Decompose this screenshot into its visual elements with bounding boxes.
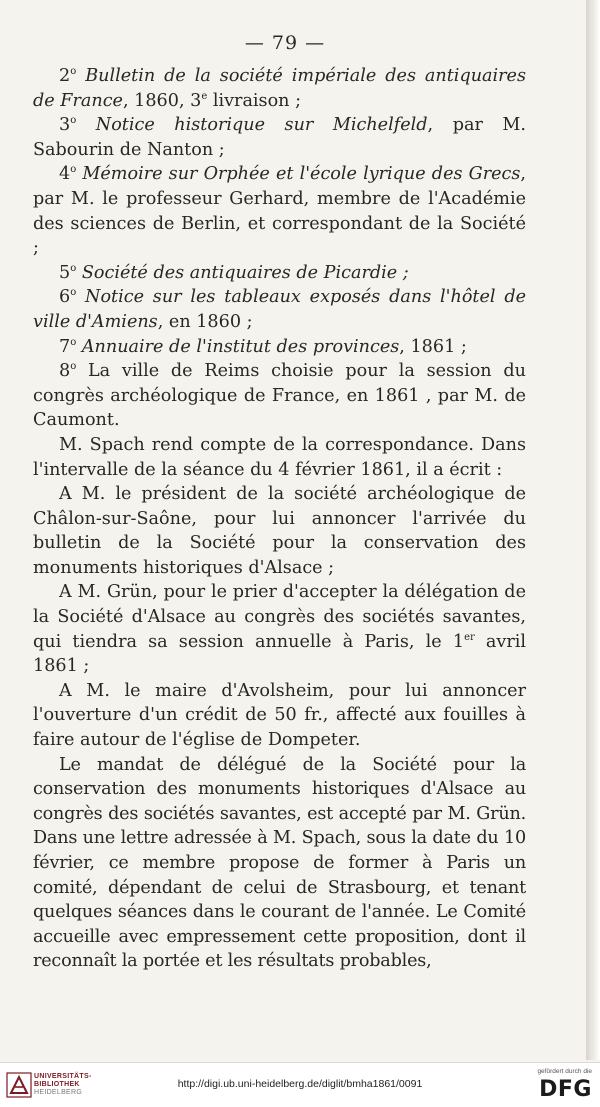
paragraph xyxy=(33,753,526,974)
text-segment: A M. le président de la société archéologique de Châlon-sur-Saône, pour lui annoncer l'arrivée du bulletin de la Société pour la conservation des monuments historiques d'Alsace ; xyxy=(33,484,526,578)
library-name-line1: UNIVERSITÄTS- xyxy=(34,1073,92,1080)
paragraph xyxy=(33,580,526,678)
text-segment: Bulletin de la société impériale des antiquaires de France xyxy=(33,66,526,111)
text-segment: , par M. le professeur Gerhard, membre de l'Académie des sciences de Berlin, et correspondant de la Société ; xyxy=(33,164,527,259)
text-segment: 7 xyxy=(59,336,71,357)
text-segment: , 1860, 3 xyxy=(122,90,202,111)
paragraph xyxy=(33,113,526,162)
paragraph xyxy=(33,433,526,482)
text-segment: , par M. Sabourin de Nanton ; xyxy=(33,115,527,160)
text-segment: o xyxy=(70,336,77,348)
text-segment: Le mandat de délégué de la Société pour la conservation des monuments historiques d'Alsace au congrès des sociétés savantes, est accepté par M. Grün. Dans une lettre adressée à M. Spach, sous la date du 10 février, ce membre propose de former à Paris un comité, dépendant de celui de Strasbourg, et tenant quelques séances dans le courant de l'année. Le Comité accueille avec empressement cette proposition, dont il reconnaît la portée et les résultats probables, xyxy=(33,754,526,972)
text-segment: Notice sur les tableaux exposés dans l'hôtel de ville d'Amiens xyxy=(33,287,527,332)
funding-credit: gefördert durch die xyxy=(537,1068,592,1075)
text-segment: , 1861 ; xyxy=(399,336,467,357)
text-segment xyxy=(76,115,96,135)
text-segment: 2 xyxy=(59,66,71,86)
paragraph xyxy=(33,679,526,753)
text-segment: Annuaire de l'institut des provinces xyxy=(81,336,400,357)
text-segment: 5 xyxy=(59,262,71,283)
text-segment: o xyxy=(70,361,77,373)
library-name-line3: HEIDELBERG xyxy=(34,1089,83,1096)
paragraph xyxy=(33,335,526,360)
text-segment: Société des antiquaires de Picardie ; xyxy=(81,262,409,283)
permalink-url[interactable]: http://digi.ub.uni-heidelberg.de/diglit/bmha1861/0091 xyxy=(177,1078,423,1090)
text-segment: o xyxy=(70,164,77,176)
text-segment: Mémoire sur Orphée et l'école lyrique des Grecs xyxy=(82,164,521,185)
text-segment: o xyxy=(70,287,77,299)
body-text xyxy=(33,64,526,974)
text-segment: A M. Grün, pour le prier d'accepter la délégation de la Société d'Alsace au congrès des sociétés savantes, qui tiendra sa session annuelle à Paris, le 1 xyxy=(33,582,526,652)
dfg-logo: DFG xyxy=(539,1077,592,1102)
paragraph xyxy=(33,285,526,334)
text-segment: o xyxy=(70,262,77,274)
text-segment: 8 xyxy=(59,361,71,382)
text-segment: avril 1861 ; xyxy=(33,631,527,677)
text-segment: 3 xyxy=(59,115,71,136)
text-segment: er xyxy=(464,631,475,643)
paragraph xyxy=(33,359,526,433)
text-segment: o xyxy=(70,66,77,78)
library-name-line2: BIBLIOTHEK xyxy=(34,1081,80,1088)
page-edge-shadow xyxy=(586,0,600,1060)
text-segment xyxy=(76,287,85,307)
viewer-footer xyxy=(0,1062,600,1107)
paragraph xyxy=(33,261,526,286)
text-segment: , en 1860 ; xyxy=(157,311,253,332)
text-segment: livraison ; xyxy=(207,90,302,111)
text-segment: Notice historique sur Michelfeld xyxy=(95,115,428,136)
page-number-header: — 79 — xyxy=(244,32,326,54)
text-segment: La ville de Reims choisie pour la session du congrès archéologique de France, en 1861 , par M. de Caumont. xyxy=(33,361,526,431)
paragraph xyxy=(33,64,526,113)
paragraph xyxy=(33,482,526,580)
text-segment: 4 xyxy=(59,164,71,185)
text-segment: A M. le maire d'Avolsheim, pour lui annoncer l'ouverture d'un crédit de 50 fr., affecté aux fouilles à faire autour de l'église de Dompeter. xyxy=(33,680,526,751)
text-segment: 6 xyxy=(59,287,71,308)
text-segment xyxy=(76,66,85,86)
paragraph xyxy=(33,162,526,260)
text-segment: e xyxy=(201,90,208,102)
text-segment: o xyxy=(70,115,77,127)
text-segment: M. Spach rend compte de la correspondance. Dans l'intervalle de la séance du 4 février 1861, il a écrit : xyxy=(33,434,526,480)
